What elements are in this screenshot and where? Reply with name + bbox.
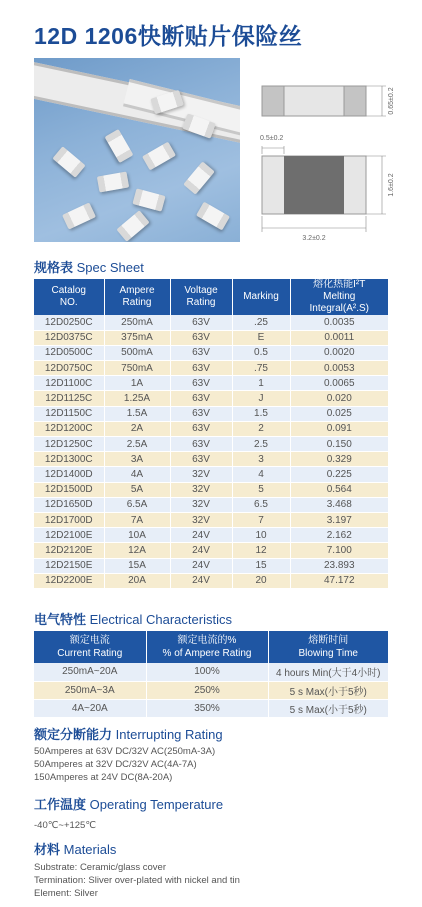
table-row xyxy=(34,528,388,543)
cell-catalog: 12D1200C xyxy=(34,421,104,436)
cell-marking: 1 xyxy=(232,376,290,391)
cell-catalog: 12D2150E xyxy=(34,558,104,573)
table-row xyxy=(34,663,388,681)
dimension-drawing xyxy=(252,74,412,250)
interrupting-heading xyxy=(34,724,223,743)
cell-marking: 4 xyxy=(232,467,290,482)
interrupting-heading-cn: 额定分断能力 xyxy=(34,727,113,742)
cell-voltage: 24V xyxy=(170,528,232,543)
cell-voltage: 24V xyxy=(170,543,232,558)
cell-blowing: 4 hours Min(大于4小时) xyxy=(268,663,388,681)
cell-catalog: 12D2200E xyxy=(34,573,104,588)
cell-ampere: 250mA xyxy=(104,315,170,330)
col-header-voltage: Voltage Rating xyxy=(170,279,232,315)
table-row xyxy=(34,699,388,717)
cell-marking: 2.5 xyxy=(232,437,290,452)
table-row xyxy=(34,345,388,360)
cell-marking: 3 xyxy=(232,452,290,467)
interrupting-line: 50Amperes at 63V DC/32V AC(250mA-3A) xyxy=(34,746,216,757)
cell-catalog: 12D1650D xyxy=(34,497,104,512)
cell-catalog: 12D2100E xyxy=(34,528,104,543)
cell-marking: 12 xyxy=(232,543,290,558)
page-title: 12D 1206快断贴片保险丝 xyxy=(34,23,303,49)
cell-voltage: 63V xyxy=(170,406,232,421)
cell-ampere: 12A xyxy=(104,543,170,558)
table-row xyxy=(34,452,388,467)
dim-terminal-label: 0.5±0.2 xyxy=(260,135,284,142)
cell-melting: 3.197 xyxy=(290,512,388,527)
cell-voltage: 63V xyxy=(170,376,232,391)
electrical-heading xyxy=(34,609,232,628)
dim-width-label: 1.6±0.2 xyxy=(388,173,395,197)
cell-melting: 0.564 xyxy=(290,482,388,497)
materials-heading-en: Materials xyxy=(63,842,117,857)
cell-ampere: 375mA xyxy=(104,330,170,345)
dim-length-label: 3.2±0.2 xyxy=(302,235,326,242)
electrical-heading-en: Electrical Characteristics xyxy=(89,612,232,627)
table-row xyxy=(34,330,388,345)
cell-voltage: 24V xyxy=(170,573,232,588)
cell-ampere: 1.25A xyxy=(104,391,170,406)
electrical-heading-cn: 电气特性 xyxy=(34,612,87,627)
cell-voltage: 63V xyxy=(170,330,232,345)
cell-catalog: 12D1125C xyxy=(34,391,104,406)
cell-voltage: 63V xyxy=(170,361,232,376)
table-row xyxy=(34,543,388,558)
cell-catalog: 12D1100C xyxy=(34,376,104,391)
materials-line: Substrate: Ceramic/glass cover xyxy=(34,862,166,873)
spec-sheet-table xyxy=(34,279,388,589)
cell-marking: 0.5 xyxy=(232,345,290,360)
cell-marking: 1.5 xyxy=(232,406,290,421)
cell-melting: 0.0020 xyxy=(290,345,388,360)
cell-voltage: 63V xyxy=(170,437,232,452)
cell-voltage: 63V xyxy=(170,315,232,330)
cell-melting: 23.893 xyxy=(290,558,388,573)
cell-melting: 0.0065 xyxy=(290,376,388,391)
temperature-heading xyxy=(34,794,223,813)
cell-melting: 0.091 xyxy=(290,421,388,436)
electrical-table xyxy=(34,631,388,718)
cell-ampere: 3A xyxy=(104,452,170,467)
cell-voltage: 63V xyxy=(170,391,232,406)
cell-ampere: 500mA xyxy=(104,345,170,360)
cell-melting: 0.0011 xyxy=(290,330,388,345)
cell-marking: 6.5 xyxy=(232,497,290,512)
cell-voltage: 24V xyxy=(170,558,232,573)
cell-melting: 47.172 xyxy=(290,573,388,588)
spec-sheet-heading-cn: 规格表 xyxy=(34,260,74,275)
dim-height-label: 0.65±0.2 xyxy=(388,87,395,115)
table-row xyxy=(34,315,388,330)
cell-ampere: 2.5A xyxy=(104,437,170,452)
cell-marking: .75 xyxy=(232,361,290,376)
cell-blowing: 5 s Max(小于5秒) xyxy=(268,681,388,699)
cell-marking: 15 xyxy=(232,558,290,573)
cell-voltage: 63V xyxy=(170,345,232,360)
col-header-percent: 额定电流的% % of Ampere Rating xyxy=(146,631,268,663)
cell-voltage: 63V xyxy=(170,421,232,436)
materials-line: Element: Silver xyxy=(34,888,98,899)
cell-catalog: 12D1150C xyxy=(34,406,104,421)
interrupting-line: 50Amperes at 32V DC/32V AC(4A-7A) xyxy=(34,759,197,770)
cell-ampere: 4A xyxy=(104,467,170,482)
cell-ampere: 10A xyxy=(104,528,170,543)
cell-catalog: 12D1250C xyxy=(34,437,104,452)
cell-marking: .25 xyxy=(232,315,290,330)
cell-voltage: 63V xyxy=(170,452,232,467)
cell-melting: 3.468 xyxy=(290,497,388,512)
cell-catalog: 12D1400D xyxy=(34,467,104,482)
table-row xyxy=(34,573,388,588)
materials-heading-cn: 材料 xyxy=(34,842,61,857)
table-row xyxy=(34,558,388,573)
temperature-heading-cn: 工作温度 xyxy=(34,797,87,812)
spec-header-row xyxy=(34,279,388,315)
cell-melting: 7.100 xyxy=(290,543,388,558)
interrupting-line: 150Amperes at 24V DC(8A-20A) xyxy=(34,772,173,783)
table-row xyxy=(34,512,388,527)
cell-catalog: 12D0500C xyxy=(34,345,104,360)
table-row xyxy=(34,391,388,406)
temperature-heading-en: Operating Temperature xyxy=(89,797,224,812)
cell-marking: 20 xyxy=(232,573,290,588)
cell-ampere: 6.5A xyxy=(104,497,170,512)
cell-voltage: 32V xyxy=(170,482,232,497)
interrupting-heading-en: Interrupting Rating xyxy=(115,727,223,742)
col-header-ampere: Ampere Rating xyxy=(104,279,170,315)
cell-melting: 0.329 xyxy=(290,452,388,467)
cell-percent: 250% xyxy=(146,681,268,699)
cell-marking: J xyxy=(232,391,290,406)
table-row xyxy=(34,497,388,512)
cell-current: 250mA~20A xyxy=(34,663,146,681)
cell-catalog: 12D2120E xyxy=(34,543,104,558)
materials-heading xyxy=(34,839,116,858)
cell-melting: 0.020 xyxy=(290,391,388,406)
col-header-current: 额定电流 Current Rating xyxy=(34,631,146,663)
cell-melting: 0.150 xyxy=(290,437,388,452)
cell-catalog: 12D1300C xyxy=(34,452,104,467)
col-header-melting: 熔化热能I²T Melting Integral(A².S) xyxy=(290,279,388,315)
cell-melting: 0.225 xyxy=(290,467,388,482)
table-row xyxy=(34,681,388,699)
table-row xyxy=(34,361,388,376)
cell-marking: 5 xyxy=(232,482,290,497)
cell-voltage: 32V xyxy=(170,512,232,527)
cell-blowing: 5 s Max(小于5秒) xyxy=(268,699,388,717)
cell-marking: E xyxy=(232,330,290,345)
cell-marking: 10 xyxy=(232,528,290,543)
cell-ampere: 750mA xyxy=(104,361,170,376)
cell-catalog: 12D0375C xyxy=(34,330,104,345)
cell-voltage: 32V xyxy=(170,497,232,512)
electrical-header-row xyxy=(34,631,388,663)
cell-ampere: 1A xyxy=(104,376,170,391)
cell-percent: 350% xyxy=(146,699,268,717)
cell-melting: 0.025 xyxy=(290,406,388,421)
cell-catalog: 12D0250C xyxy=(34,315,104,330)
cell-ampere: 1.5A xyxy=(104,406,170,421)
cell-marking: 7 xyxy=(232,512,290,527)
cell-catalog: 12D1500D xyxy=(34,482,104,497)
table-row xyxy=(34,376,388,391)
cell-voltage: 32V xyxy=(170,467,232,482)
cell-ampere: 7A xyxy=(104,512,170,527)
cell-catalog: 12D0750C xyxy=(34,361,104,376)
table-row xyxy=(34,482,388,497)
materials-line: Termination: Sliver over-plated with nickel and tin xyxy=(34,875,240,886)
cell-ampere: 2A xyxy=(104,421,170,436)
cell-current: 250mA~3A xyxy=(34,681,146,699)
cell-ampere: 20A xyxy=(104,573,170,588)
table-row xyxy=(34,421,388,436)
cell-marking: 2 xyxy=(232,421,290,436)
temperature-value: -40℃~+125℃ xyxy=(34,820,97,831)
spec-sheet-heading-en: Spec Sheet xyxy=(76,260,144,275)
cell-ampere: 15A xyxy=(104,558,170,573)
col-header-blowing: 熔断时间 Blowing Time xyxy=(268,631,388,663)
cell-melting: 0.0035 xyxy=(290,315,388,330)
table-row xyxy=(34,437,388,452)
cell-melting: 2.162 xyxy=(290,528,388,543)
cell-percent: 100% xyxy=(146,663,268,681)
table-row xyxy=(34,467,388,482)
cell-current: 4A~20A xyxy=(34,699,146,717)
col-header-marking: Marking xyxy=(232,279,290,315)
cell-catalog: 12D1700D xyxy=(34,512,104,527)
col-header-catalog: Catalog NO. xyxy=(34,279,104,315)
product-photo xyxy=(34,58,240,242)
cell-ampere: 5A xyxy=(104,482,170,497)
table-row xyxy=(34,406,388,421)
spec-sheet-heading xyxy=(34,257,144,276)
cell-melting: 0.0053 xyxy=(290,361,388,376)
